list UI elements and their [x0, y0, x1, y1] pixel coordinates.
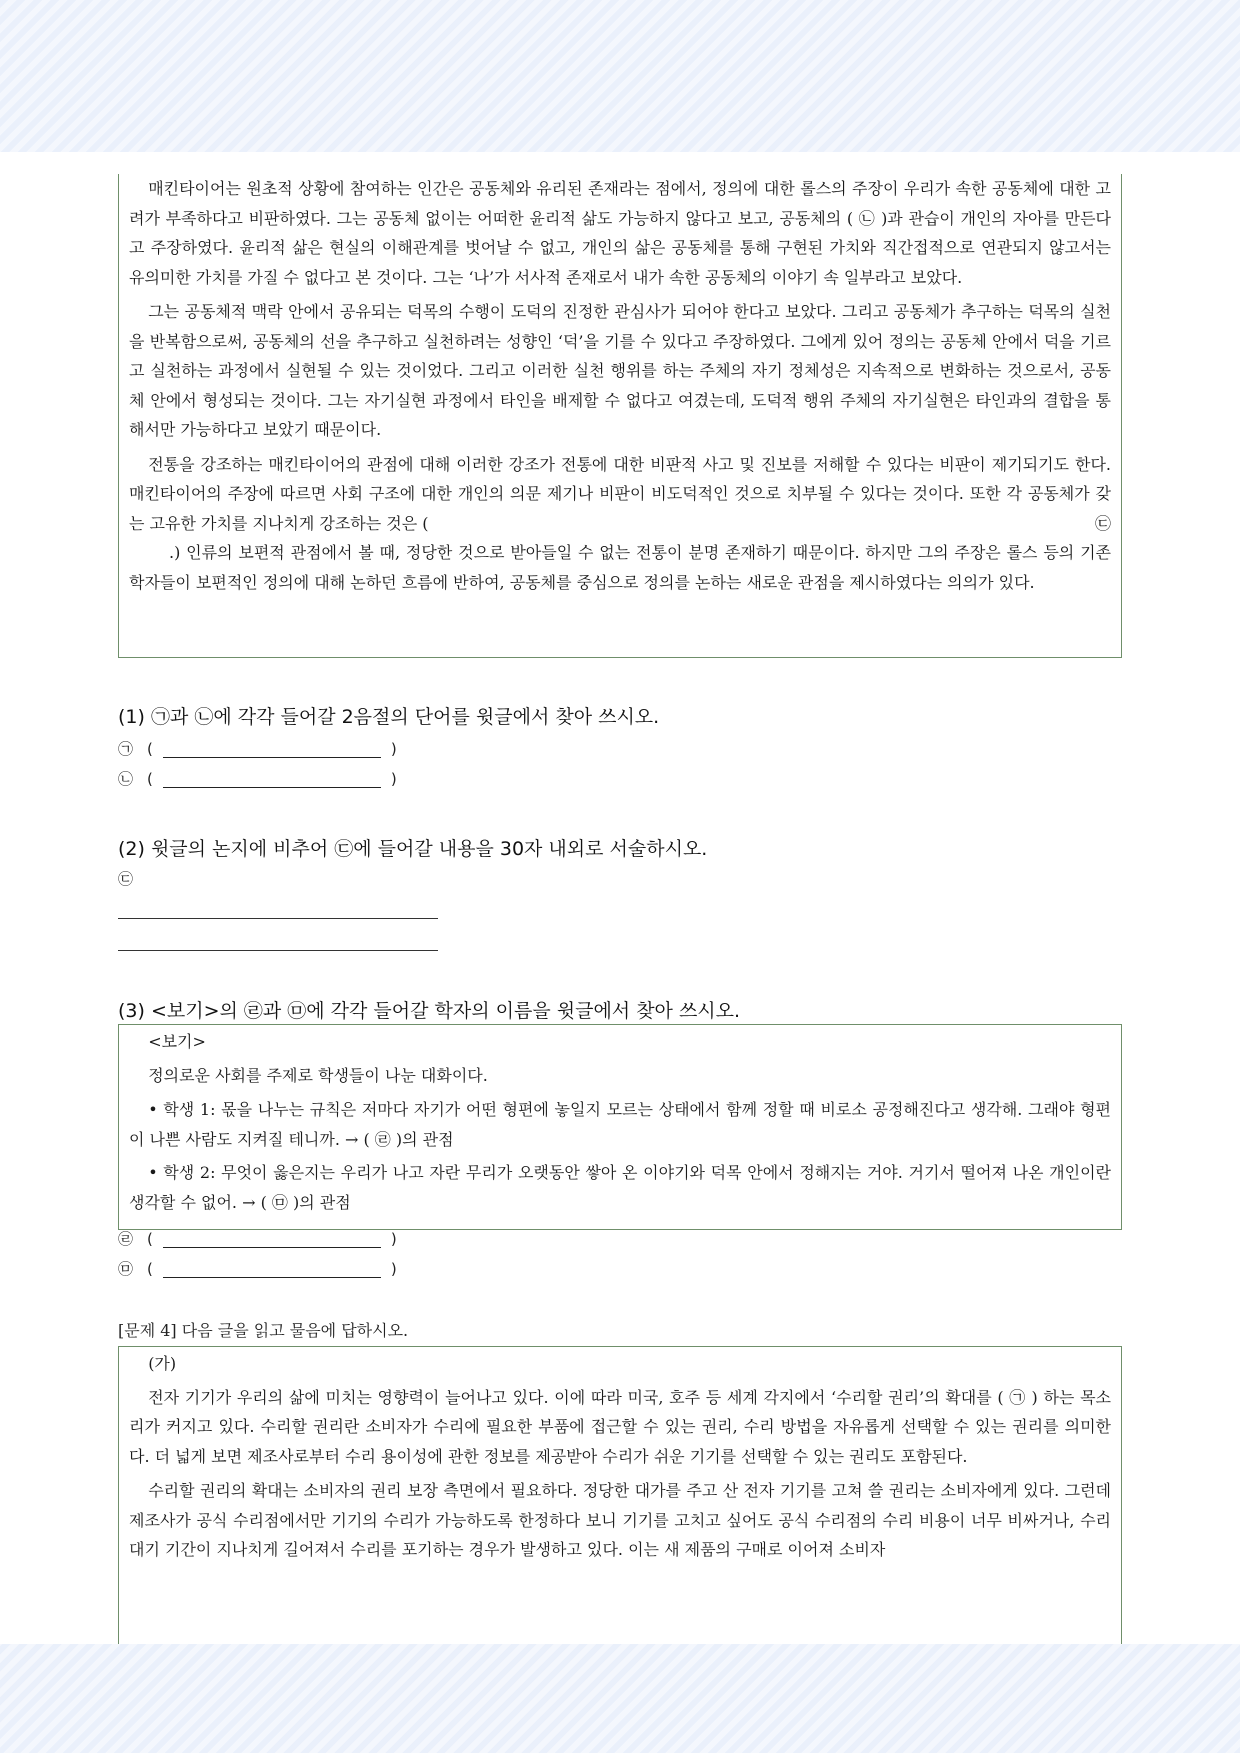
bogi-student-2: • 학생 2: 무엇이 옳은지는 우리가 나고 자란 무리가 오랫동안 쌓아 온 이야기와 덕목 안에서 정해지는 거야. 거기서 떨어져 나온 개인이란 생각할 수 없어. → ( ㉤ )의 관점: [129, 1163, 1111, 1212]
answer-2-line-2[interactable]: [118, 950, 438, 951]
answer-1a-blank[interactable]: [163, 742, 381, 758]
answer-close-paren: ): [390, 1260, 397, 1278]
answer-2-mark: ㉢: [118, 870, 134, 888]
page: [0, 152, 1240, 1644]
question-3: (3) <보기>의 ㉣과 ㉤에 각각 들어갈 학자의 이름을 윗글에서 찾아 쓰시오.: [118, 1000, 741, 1022]
answer-3a-blank[interactable]: [163, 1232, 381, 1248]
answer-close-paren: ): [390, 1230, 397, 1248]
answer-close-paren: ): [390, 770, 397, 788]
answer-3a-mark: ㉣: [118, 1230, 134, 1248]
answer-3b-blank[interactable]: [163, 1262, 381, 1278]
passage-paragraph-3: [129, 450, 1111, 598]
passage-paragraph-3-first: 전통을 강조하는 매킨타이어의 관점에 대해 이러한 강조가 전통에 대한 비판적 사고 및 진보를 저해할 수 있다는 비판이 제기되기도 한다. 매킨타이어의 주장에 따르면 사회 구조에 대한 개인의 의문 제기나 비판이 비도덕적인 것으로 치부될 수 있다는 것이다. 또한 각 공동체가 갖는 고유한 가치를 지나치게 강조하는 것은 (: [129, 454, 1111, 533]
answer-3b: [118, 1258, 397, 1280]
answer-2-line-1[interactable]: [118, 918, 438, 919]
bogi-intro: 정의로운 사회를 주제로 학생들이 나눈 대화이다.: [148, 1065, 488, 1085]
answer-1a: [118, 738, 397, 760]
question-1: (1) ㉠과 ㉡에 각각 들어갈 2음절의 단어를 윗글에서 찾아 쓰시오.: [118, 706, 660, 728]
answer-1b: [118, 768, 397, 790]
problem-4-header: [문제 4] 다음 글을 읽고 물음에 답하시오.: [118, 1321, 409, 1340]
answer-1b-blank[interactable]: [163, 772, 381, 788]
answer-open-paren: (: [147, 740, 153, 758]
answer-1b-mark: ㉡: [118, 770, 134, 788]
answer-3b-mark: ㉤: [118, 1260, 134, 1278]
answer-open-paren: (: [147, 1230, 153, 1248]
blank-mark-c: ㉢: [1094, 513, 1111, 533]
passage-paragraph-1: 매킨타이어는 원초적 상황에 참여하는 인간은 공동체와 유리된 존재라는 점에서, 정의에 대한 롤스의 주장이 우리가 속한 공동체에 대한 고려가 부족하다고 비판하였다. 그는 공동체 없이는 어떠한 윤리적 삶도 가능하지 않다고 보고, 공동체의 ( ㉡ )과 관습이 개인의 자아를 만든다고 주장하였다. 윤리적 삶은 현실의 이해관계를 벗어날 수 없고, 개인의 삶은 공동체를 통해 구현된 가치와 직간접적으로 연관되지 않고서는 유의미한 가치를 가질 수 없다고 본 것이다. 그는 ‘나’가 서사적 존재로서 내가 속한 공동체의 이야기 속 일부라고 보았다.: [129, 179, 1111, 287]
passage-paragraph-3-rest: .) 인류의 보편적 관점에서 볼 때, 정당한 것으로 받아들일 수 없는 전통이 분명 존재하기 때문이다. 하지만 그의 주장은 롤스 등의 기존 학자들이 보편적인 정의에 대해 논하던 흐름에 반하여, 공동체를 중심으로 정의를 논하는 새로운 관점을 제시하였다는 의의가 있다.: [129, 543, 1111, 592]
problem-4-paragraph-2: 수리할 권리의 확대는 소비자의 권리 보장 측면에서 필요하다. 정당한 대가를 주고 산 전자 기기를 고쳐 쓸 권리는 소비자에게 있다. 그런데 제조사가 공식 수리점에서만 기기의 수리가 가능하도록 한정하다 보니 기기를 고치고 싶어도 공식 수리점의 수리 비용이 너무 비싸거나, 수리 대기 기간이 지나치게 길어져서 수리를 포기하는 경우가 발생하고 있다. 이는 새 제품의 구매로 이어져 소비자: [129, 1481, 1111, 1559]
passage-paragraph-2: 그는 공동체적 맥락 안에서 공유되는 덕목의 수행이 도덕의 진정한 관심사가 되어야 한다고 보았다. 그리고 공동체가 추구하는 덕목의 실천을 반복함으로써, 공동체의 선을 추구하고 실천하려는 성향인 ‘덕’을 기를 수 있다고 주장하였다. 그에게 있어 정의는 공동체 안에서 덕을 기르고 실천하는 과정에서 실현될 수 있는 것이었다. 그리고 이러한 실천 행위를 하는 주체의 자기 정체성은 지속적으로 변화하는 것으로서, 공동체 안에서 형성되는 것이다. 그는 자기실현 과정에서 타인을 배제할 수 없다고 여겼는데, 도덕적 행위 주체의 자기실현은 타인과의 결합을 통해서만 가능하다고 보았기 때문이다.: [129, 302, 1111, 439]
bogi-box: [118, 1024, 1122, 1230]
passage-box: [118, 174, 1122, 658]
answer-1a-mark: ㉠: [118, 740, 134, 758]
problem-4-label: (가): [148, 1354, 177, 1373]
bogi-student-1: • 학생 1: 몫을 나누는 규칙은 저마다 자기가 어떤 형편에 놓일지 모르는 상태에서 함께 정할 때 비로소 공정해진다고 생각해. 그래야 형편이 나쁜 사람도 지켜질 테니까. → ( ㉣ )의 관점: [129, 1100, 1111, 1149]
answer-3a: [118, 1228, 397, 1250]
answer-open-paren: (: [147, 1260, 153, 1278]
problem-4-box: [118, 1346, 1122, 1644]
answer-open-paren: (: [147, 770, 153, 788]
bogi-label: <보기>: [148, 1032, 206, 1051]
question-2: (2) 윗글의 논지에 비추어 ㉢에 들어갈 내용을 30자 내외로 서술하시오.: [118, 838, 708, 860]
problem-4-paragraph-1: 전자 기기가 우리의 삶에 미치는 영향력이 늘어나고 있다. 이에 따라 미국, 호주 등 세계 각지에서 ‘수리할 권리’의 확대를 ( ㉠ ) 하는 목소리가 커지고 있다. 수리할 권리란 소비자가 수리에 필요한 부품에 접근할 수 있는 권리, 수리 방법을 자유롭게 선택할 수 있는 권리를 의미한다. 더 넓게 보면 제조사로부터 수리 용이성에 관한 정보를 제공받아 수리가 쉬운 기기를 선택할 수 있는 권리도 포함된다.: [129, 1387, 1111, 1466]
answer-close-paren: ): [390, 740, 397, 758]
